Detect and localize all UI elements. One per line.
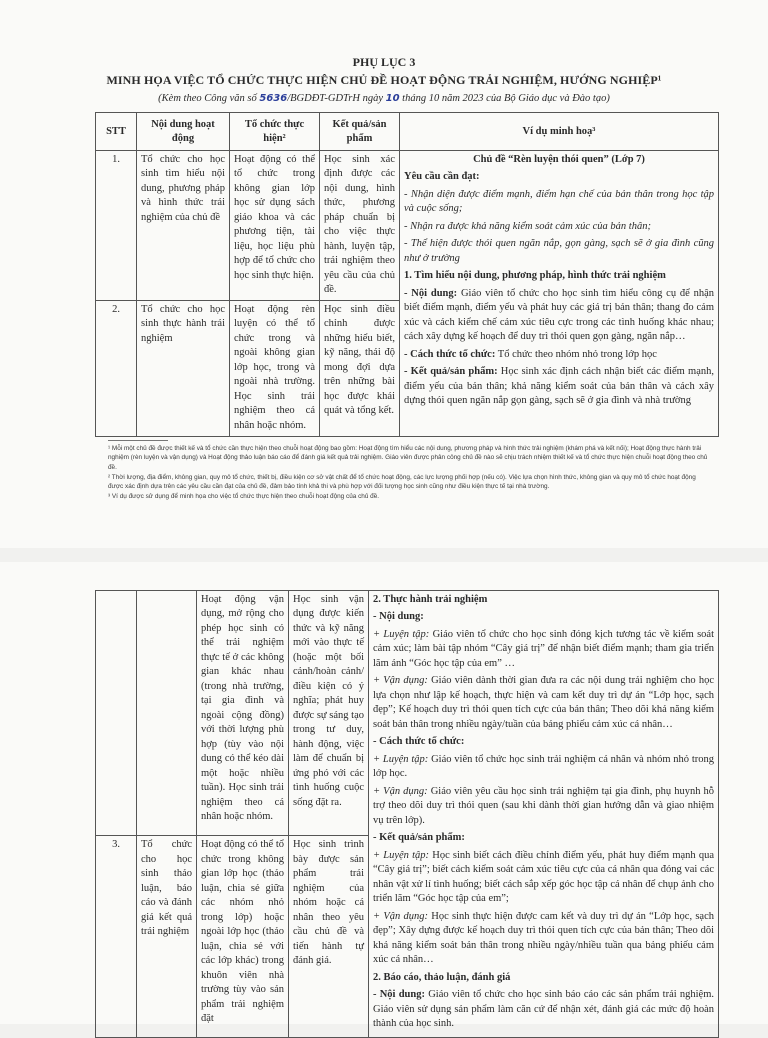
requirement-item: - Nhận ra được khả năng kiểm soát cảm xúc của bản thân;: [404, 220, 651, 232]
table-header-row: [96, 113, 719, 151]
method-label: - Cách thức tổ chức:: [373, 736, 465, 748]
apply-paragraph: + Vận dụng: Giáo viên dành thời gian đưa ra các nội dung trải nghiệm cho học lựa chọn như lập kế hoạch, thực hiện và cam kết duy trì dự án “Lớp học, sạch đẹp”; Kế hoạch duy trì thói quen tích cực của bản thân; Theo dõi khả năng kiểm soát bản thân trong nhiều ngày/tuần của bảng phiếu cảm xúc cá nhân…: [373, 675, 715, 730]
footnote-2: ² Thời lượng, địa điểm, không gian, quy mô tổ chức, thiết bị, điều kiện cơ sở vật chất để tổ chức hoạt động, các lực lượng phối hợp (nếu có). Việc lựa chọn hình thức, không gian và quy mô tổ chức hoạt động được xác định dựa trên các yêu cầu cần đạt của chủ đề, đảm bảo tính khả thi và phù hợp với đối tượng học sinh cũng như điều kiện thực tế tại nhà trường.: [108, 473, 696, 491]
row-org: Hoạt động có thể tổ chức trong không gian lớp học (thảo luận, chia sẻ giữa các nhóm nhỏ trong lớp) hoặc ngoài lớp học (thảo luận, chia sẻ với các lớp khác) trong khuôn viên nhà trường tùy vào sản phẩm trải nghiệm đặt: [197, 836, 289, 1037]
row-content: Tổ chức cho học sinh thảo luận, báo cáo và đánh giá kết quả trải nghiệm: [137, 836, 197, 1037]
handwritten-day: 10: [385, 93, 400, 104]
col-header-content: Nội dung hoạt động: [137, 113, 230, 151]
row-content: [137, 591, 197, 836]
col-header-example: Ví dụ minh hoạ³: [400, 113, 719, 151]
note-suffix: tháng 10 năm 2023 của Bộ Giáo dục và Đào tạo): [402, 93, 610, 104]
content-label: - Nội dung:: [373, 611, 424, 623]
col-header-org: Tổ chức thực hiện²: [230, 113, 320, 151]
footnotes: [108, 440, 708, 503]
activity-table: [95, 112, 719, 437]
method-practice: + Luyện tập: Giáo viên tổ chức học sinh trải nghiệm cá nhân và nhóm nhỏ trong lớp học.: [373, 753, 715, 780]
col-header-stt: STT: [96, 113, 137, 151]
row-stt: 3.: [96, 836, 137, 1037]
requirement-item: - Thể hiện được thói quen ngăn nắp, gọn gàng, sạch sẽ ở gia đình cũng như ở trường: [404, 238, 714, 264]
footnote-divider: [108, 440, 168, 441]
appendix-subtitle: MINH HỌA VIỆC TỔ CHỨC THỰC HIỆN CHỦ ĐỀ HOẠT ĐỘNG TRẢI NGHIỆM, HƯỚNG NGHIỆP¹: [106, 73, 662, 87]
row-result: Học sinh trình bày được sản phẩm trải nghiệm của nhóm hoặc cá nhân theo yêu cầu chủ đề và tiến hành tự đánh giá.: [289, 836, 369, 1037]
col-header-result: Kết quả/sản phẩm: [320, 113, 400, 151]
appendix-title: PHỤ LỤC 3: [352, 55, 416, 69]
result-paragraph: - Kết quả/sản phẩm: Học sinh xác định cách nhận biết các điểm mạnh, điểm yếu của bản thân; khả năng kiểm soát của bản thân và cách xây dựng thói quen ngăn nắp gọn gàng, sạch sẽ ở gia đình và nhà trường: [404, 366, 714, 407]
row-result: Học sinh điều chỉnh được những hiểu biết, kỹ năng, thái độ mong đợi dựa trên những bài học được khái quát và tổng kết.: [320, 300, 400, 436]
example-topic: Chủ đề “Rèn luyện thói quen” (Lớp 7): [473, 154, 645, 165]
practice-paragraph: + Luyện tập: Giáo viên tổ chức cho học sinh đóng kịch tương tác về kiểm soát cảm xúc; làm bài tập nhóm “Cây giá trị” để nhận biết điểm mạnh; tham gia triển lãm ảnh “Góc học tập của em” …: [373, 628, 714, 669]
section-3-title: 2. Báo cáo, thảo luận, đánh giá: [373, 971, 511, 983]
result-practice: + Luyện tập: Học sinh biết cách điều chỉnh điểm yếu, phát huy điểm mạnh qua “Cây giá trị”; biết cách kiểm soát cảm xúc tiêu cực của cá nhân qua đóng vai các nhân vật xử lí tình huống; biết cách sắp xếp góc học tập cá nhân để chụp ảnh cho triển lãm “Góc học tập của em”;: [373, 849, 715, 905]
section-1-title: 1. Tìm hiểu nội dung, phương pháp, hình thức trải nghiệm: [404, 270, 666, 282]
report-content: - Nội dung: Giáo viên tổ chức cho học sinh báo cáo các sản phẩm trải nghiệm. Giáo viên sử dụng sản phẩm làm căn cứ để nhận xét, đánh giá các mức độ hoàn thành của học sinh.: [373, 989, 715, 1030]
handwritten-number: 5636: [259, 93, 288, 104]
footnote-1: ¹ Mỗi một chủ đề được thiết kế và tổ chức cần thực hiện theo chuỗi hoạt động bao gồm: Hoạt động tìm hiểu các nội dung, phương pháp và hình thức trải nghiệm (khám phá và kết nối); Hoạt động thực hành trải nghiệm (rèn luyện và vận dụng) và Hoạt động thảo luận báo cáo để đánh giá kết quả trải nghiệm. Giáo viên được phân công chủ đề nào sẽ chịu trách nhiệm thiết kế và tổ chức thực hiện chuỗi hoạt động theo chủ đề.: [108, 445, 708, 471]
row-stt: 1.: [96, 151, 137, 301]
requirements-title: Yêu cầu cần đạt:: [404, 171, 480, 183]
requirement-item: - Nhận diện được điểm mạnh, điểm hạn chế của bản thân trong học tập và cuộc sống;: [404, 188, 714, 215]
result-label: - Kết quả/sản phẩm:: [373, 832, 465, 844]
table-row: [96, 591, 719, 836]
example-cell: [400, 151, 719, 437]
row-result: Học sinh xác định được các nội dung, hình thức, phương pháp chuẩn bị cho việc thực hành, luyện tập, trải nghiệm theo yêu cầu của chủ đề.: [320, 151, 400, 301]
row-content: Tổ chức cho học sinh tìm hiểu nội dung, phương pháp và hình thức trải nghiệm của chủ đề: [137, 151, 230, 301]
method-paragraph: - Cách thức tổ chức: Tổ chức theo nhóm nhỏ trong lớp học: [404, 348, 657, 360]
note-mid: /BGDĐT-GDTrH ngày: [287, 93, 383, 104]
method-apply: + Vận dụng: Giáo viên yêu cầu học sinh trải nghiệm tại gia đình, phụ huynh hỗ trợ theo dõi duy trì thói quen (sau khi dành thời gian hướng dẫn và giao nhiệm vụ trên lớp).: [373, 785, 715, 826]
row-org: Hoạt động vận dụng, mở rộng cho phép học sinh có thể trải nghiệm thực tế ở các không gian khác nhau (trong nhà trường, tại gia đình và ngoài cộng đồng) với thời lượng phù hợp (tùy vào nội dung có thể kéo dài một hoặc nhiều tuần). Học sinh trải nghiệm theo cá nhân hoặc nhóm.: [197, 591, 289, 836]
example-cell: [369, 591, 719, 1038]
row-org: Hoạt động rèn luyện có thể tổ chức trong và ngoài không gian lớp học, trong và ngoài nhà trường. Học sinh trải nghiệm theo cá nhân hoặc nhóm.: [230, 300, 320, 436]
row-stt: 2.: [96, 300, 137, 436]
row-org: Hoạt động có thể tổ chức trong không gian lớp học sử dụng sách giáo khoa và các phương tiện, tài liệu, học liệu phù hợp để tổ chức cho học sinh thực hiện.: [230, 151, 320, 301]
activity-table-continued: [95, 590, 719, 1038]
row-content: Tổ chức cho học sinh thực hành trải nghiệm: [137, 300, 230, 436]
footnote-3: ³ Ví dụ được sử dụng để minh họa cho việc tổ chức thực hiện theo chuỗi hoạt động của chủ đề.: [108, 493, 380, 501]
row-stt: [96, 591, 137, 836]
appendix-note: [0, 93, 768, 104]
content-paragraph: - Nội dung: Giáo viên tổ chức cho học sinh tìm hiểu công cụ để nhận biết điểm mạnh, điểm yếu và phát huy các giá trị bản thân; thang đo cảm xúc và cách kiểm chế cảm xúc tiêu cực trong các tình huống khác nhau; cách xây dựng kế hoạch để duy trì thói quen gọn gàng, ngăn nắp…: [404, 287, 715, 343]
result-apply: + Vận dụng: Học sinh thực hiện được cam kết và duy trì dự án “Lớp học, sạch đẹp”; Xây dựng được kế hoạch duy trì thói quen tích cực của bản thân; Theo dõi khả năng kiểm soát bản thân trong nhiều ngày/nhiều tuần qua bảng phiếu cảm xúc cá nhân…: [373, 910, 715, 966]
table-row: [96, 151, 719, 301]
section-2-title: 2. Thực hành trải nghiệm: [373, 594, 488, 605]
note-prefix: (Kèm theo Công văn số: [158, 93, 257, 104]
row-result: Học sinh vận dụng được kiến thức và kỹ năng mới vào thực tế (hoặc một bối cảnh/hoàn cảnh/điều kiện có ý nghĩa; phát huy được sự sáng tạo trong tư duy, hành động, việc làm để chuẩn bị ứng phó với các tình huống cuộc sống đặt ra.: [289, 591, 369, 836]
